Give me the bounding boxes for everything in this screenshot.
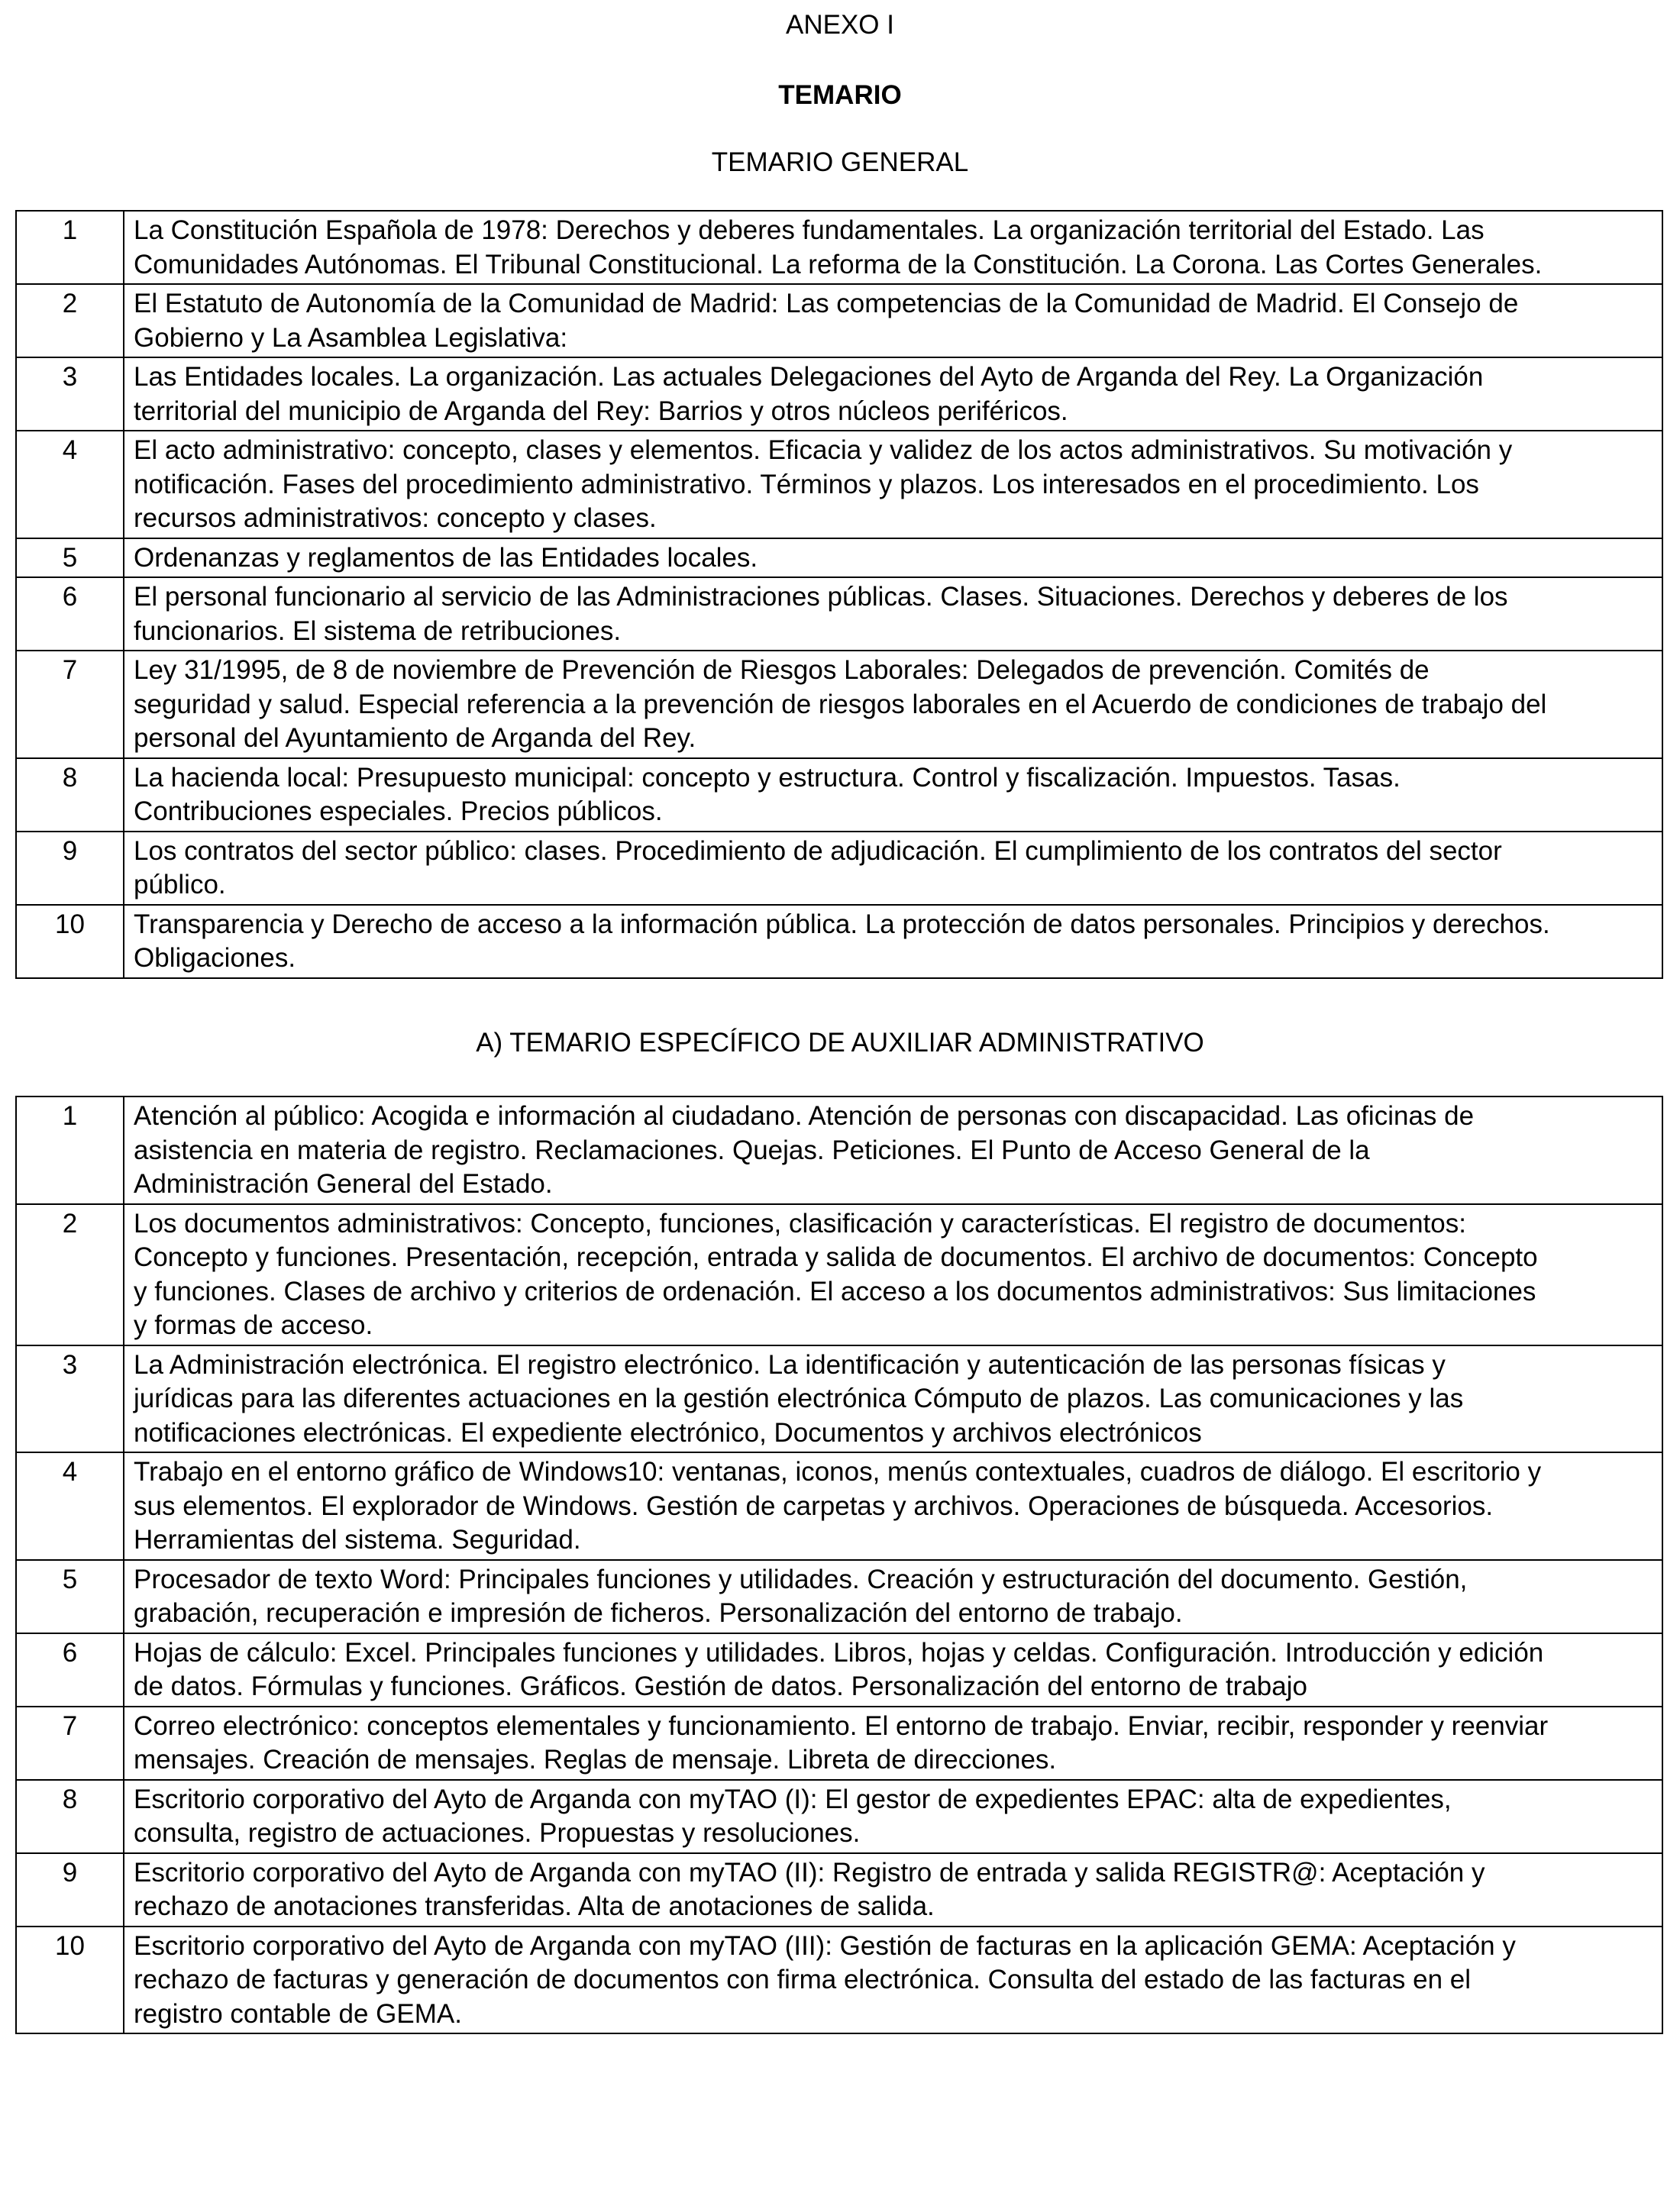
- topic-number: 2: [16, 284, 124, 357]
- table-row: [16, 905, 1662, 978]
- topic-text: La Administración electrónica. El registro electrónico. La identificación y autenticación de las personas físicas y jurídicas para las diferentes actuaciones en la gestión electrónica Cómputo de plazos. Las comunicaciones y las notificaciones electrónicas. El expediente electrónico, Documentos y archivos electrónicos: [124, 1345, 1662, 1453]
- topic-number: 9: [16, 832, 124, 905]
- specific-syllabus-table: [15, 1096, 1663, 2034]
- topic-number: 7: [16, 651, 124, 758]
- topic-number: 1: [16, 211, 124, 284]
- table-row: [16, 538, 1662, 578]
- table-row: [16, 1927, 1662, 2034]
- topic-number: 7: [16, 1707, 124, 1780]
- general-syllabus-table: [15, 210, 1663, 979]
- specific-heading: A) TEMARIO ESPECÍFICO DE AUXILIAR ADMINISTRATIVO: [476, 1028, 1204, 1058]
- topic-number: 3: [16, 357, 124, 431]
- topic-text: Escritorio corporativo del Ayto de Arganda con myTAO (II): Registro de entrada y salida REGISTR@: Aceptación y rechazo de anotaciones transferidas. Alta de anotaciones de salida.: [124, 1853, 1662, 1927]
- table-row: [16, 1452, 1662, 1560]
- topic-text: Ordenanzas y reglamentos de las Entidades locales.: [124, 538, 1662, 578]
- topic-text: Escritorio corporativo del Ayto de Arganda con myTAO (I): El gestor de expedientes EPAC: alta de expedientes, consulta, registro de actuaciones. Propuestas y resoluciones.: [124, 1780, 1662, 1853]
- topic-text: Hojas de cálculo: Excel. Principales funciones y utilidades. Libros, hojas y celdas. Configuración. Introducción y edición de datos. Fórmulas y funciones. Gráficos. Gestión de datos. Personalización del entorno de trabajo: [124, 1633, 1662, 1707]
- topic-number: 8: [16, 1780, 124, 1853]
- topic-text: Trabajo en el entorno gráfico de Windows10: ventanas, iconos, menús contextuales, cuadros de diálogo. El escritorio y sus elementos. El explorador de Windows. Gestión de carpetas y archivos. Operaciones de búsqueda. Accesorios. Herramientas del sistema. Seguridad.: [124, 1452, 1662, 1560]
- table-row: [16, 832, 1662, 905]
- topic-number: 6: [16, 577, 124, 651]
- topic-text: El personal funcionario al servicio de las Administraciones públicas. Clases. Situaciones. Derechos y deberes de los funcionarios. El sistema de retribuciones.: [124, 577, 1662, 651]
- topic-text: Ley 31/1995, de 8 de noviembre de Prevención de Riesgos Laborales: Delegados de prevención. Comités de seguridad y salud. Especial referencia a la prevención de riesgos laborales en el Acuerdo de condiciones de trabajo del personal del Ayuntamiento de Arganda del Rey.: [124, 651, 1662, 758]
- table-row: [16, 651, 1662, 758]
- topic-text: Las Entidades locales. La organización. Las actuales Delegaciones del Ayto de Arganda del Rey. La Organización territorial del municipio de Arganda del Rey: Barrios y otros núcleos periféricos.: [124, 357, 1662, 431]
- topic-number: 6: [16, 1633, 124, 1707]
- topic-number: 2: [16, 1204, 124, 1345]
- topic-number: 5: [16, 1560, 124, 1633]
- topic-text: La Constitución Española de 1978: Derechos y deberes fundamentales. La organización territorial del Estado. Las Comunidades Autónomas. El Tribunal Constitucional. La reforma de la Constitución. La Corona. Las Cortes Generales.: [124, 211, 1662, 284]
- table-row: [16, 1560, 1662, 1633]
- topic-text: Atención al público: Acogida e información al ciudadano. Atención de personas con discapacidad. Las oficinas de asistencia en materia de registro. Reclamaciones. Quejas. Peticiones. El Punto de Acceso General de la Administración General del Estado.: [124, 1096, 1662, 1204]
- topic-text: El acto administrativo: concepto, clases y elementos. Eficacia y validez de los actos administrativos. Su motivación y notificación. Fases del procedimiento administrativo. Términos y plazos. Los interesados en el procedimiento. Los recursos administrativos: concepto y clases.: [124, 431, 1662, 538]
- table-row: [16, 1853, 1662, 1927]
- table-row: [16, 1780, 1662, 1853]
- table-row: [16, 1204, 1662, 1345]
- table-row: [16, 1707, 1662, 1780]
- topic-number: 10: [16, 905, 124, 978]
- topic-text: Correo electrónico: conceptos elementales y funcionamiento. El entorno de trabajo. Enviar, recibir, responder y reenviar mensajes. Creación de mensajes. Reglas de mensaje. Libreta de direcciones.: [124, 1707, 1662, 1780]
- topic-number: 5: [16, 538, 124, 578]
- topic-number: 9: [16, 1853, 124, 1927]
- table-row: [16, 357, 1662, 431]
- table-row: [16, 1345, 1662, 1453]
- table-row: [16, 211, 1662, 284]
- table-row: [16, 1633, 1662, 1707]
- topic-text: El Estatuto de Autonomía de la Comunidad de Madrid: Las competencias de la Comunidad de Madrid. El Consejo de Gobierno y La Asamblea Legislativa:: [124, 284, 1662, 357]
- topic-text: Los contratos del sector público: clases. Procedimiento de adjudicación. El cumplimiento de los contratos del sector público.: [124, 832, 1662, 905]
- general-heading: TEMARIO GENERAL: [711, 147, 969, 177]
- topic-number: 4: [16, 1452, 124, 1560]
- topic-number: 1: [16, 1096, 124, 1204]
- topic-text: Escritorio corporativo del Ayto de Arganda con myTAO (III): Gestión de facturas en la aplicación GEMA: Aceptación y rechazo de facturas y generación de documentos con firma electrónica. Consulta del estado de las facturas en el registro contable de GEMA.: [124, 1927, 1662, 2034]
- table-row: [16, 758, 1662, 832]
- table-row: [16, 431, 1662, 538]
- document-title: TEMARIO: [778, 80, 902, 110]
- table-row: [16, 284, 1662, 357]
- table-row: [16, 1096, 1662, 1204]
- topic-number: 4: [16, 431, 124, 538]
- topic-number: 3: [16, 1345, 124, 1453]
- topic-text: Procesador de texto Word: Principales funciones y utilidades. Creación y estructuración del documento. Gestión, grabación, recuperación e impresión de ficheros. Personalización del entorno de trabajo.: [124, 1560, 1662, 1633]
- topic-text: Transparencia y Derecho de acceso a la información pública. La protección de datos personales. Principios y derechos. Obligaciones.: [124, 905, 1662, 978]
- topic-number: 10: [16, 1927, 124, 2034]
- topic-text: La hacienda local: Presupuesto municipal: concepto y estructura. Control y fiscalización. Impuestos. Tasas. Contribuciones especiales. Precios públicos.: [124, 758, 1662, 832]
- topic-number: 8: [16, 758, 124, 832]
- table-row: [16, 577, 1662, 651]
- annex-title: ANEXO I: [786, 10, 894, 40]
- topic-text: Los documentos administrativos: Concepto, funciones, clasificación y características. El registro de documentos: Concepto y funciones. Presentación, recepción, entrada y salida de documentos. El archivo de documentos: Concepto y funciones. Clases de archivo y criterios de ordenación. El acceso a los documentos administrativos: Sus limitaciones y formas de acceso.: [124, 1204, 1662, 1345]
